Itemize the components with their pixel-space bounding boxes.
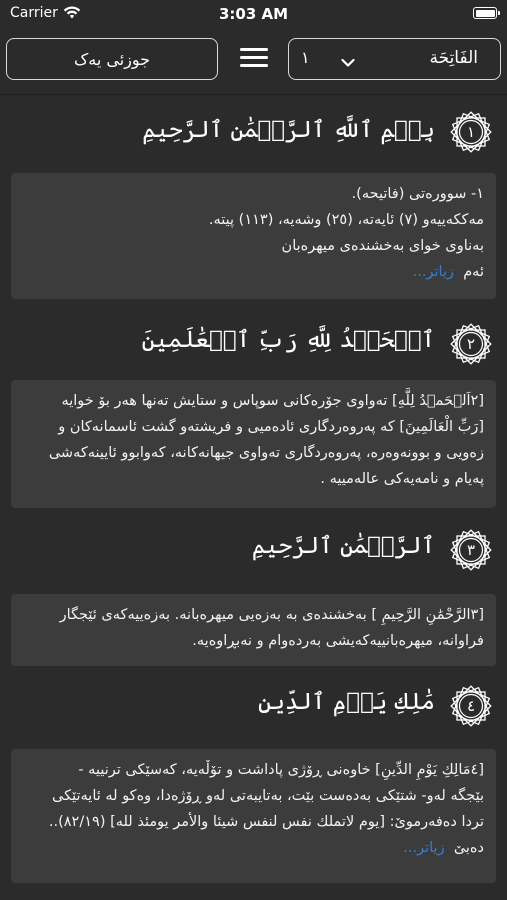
verse-number-badge [446, 319, 496, 369]
tafsir-line: [٤مَالِكِ يَوْمِ الدِّينِ] خاوەنی ڕۆژی پاداشت و تۆڵەیە، کەسێکی ترنییە - [78, 762, 484, 778]
status-bar [0, 0, 507, 28]
read-more-link[interactable]: زیاتر... [412, 264, 454, 280]
tafsir-line: تردا دەفەرموێ: [يوم لاتملك نفس لنفس شيئا والأمر يومئذ لله] (٨٢/١٩).. [48, 814, 484, 830]
read-more-link[interactable]: زیاتر... [403, 840, 445, 856]
verse-header [0, 525, 507, 581]
battery-icon [473, 7, 497, 19]
surah-name: الفَاتِحَة [429, 48, 478, 68]
tafsir-line: [٢اَلۡحَمۡدُ لِلَّهِ] تەواوی جۆرەکانی سوپاس و ستایش تەنها هەر بۆ خوایە [61, 393, 484, 409]
verse-arabic-text: ٱلرَّحۡمَٰنِ ٱلرَّحِيمِ [251, 533, 435, 559]
juz-label: جوزئی یەک [73, 49, 151, 69]
tafsir-line: دەبێ [453, 840, 484, 856]
tafsir-card[interactable] [11, 380, 496, 508]
chevron-down-icon [341, 53, 355, 72]
tafsir-line: بەناوی خوای بەخشندەی میهرەبان [281, 238, 484, 254]
verse-number-badge [446, 681, 496, 731]
verse-header [0, 681, 507, 737]
verse-number-badge [446, 107, 496, 157]
tafsir-line: [رَبِّ الْعَالَمِينَ] کە پەروەردگاری ئادەمیی و فریشتەو گشت ئاسمانەکان و [58, 419, 484, 435]
verse-number: ٣ [466, 541, 476, 559]
tafsir-line: بێجگە لەو- شتێکی بەدەست بێت، بەتایبەتی لەو ڕۆژەدا، وەکو لە ئایەتێکی [52, 788, 484, 804]
verse-arabic-text: ٱلۡحَمۡدُ لِلَّهِ رَبِّ ٱلۡعَٰلَمِينَ [141, 327, 435, 353]
verse-header [0, 107, 507, 163]
tafsir-card[interactable] [11, 594, 496, 666]
verse-number-badge [446, 525, 496, 575]
verse-number: ٤ [466, 697, 476, 715]
verse-arabic-text: بِسۡمِ ٱللَّهِ ٱلرَّحۡمَٰنِ ٱلرَّحِيمِ [142, 117, 435, 143]
tafsir-line: مەککەییەو (٧) ئایەتە، (٢٥) وشەیە، (١١٣) پیتە. [208, 212, 484, 228]
top-toolbar [0, 28, 507, 95]
tafsir-card[interactable] [11, 173, 496, 299]
tafsir-line: ١- سوورەتی (فاتیحە). [351, 186, 484, 202]
tafsir-line: ئەم [463, 264, 484, 280]
tafsir-line: فراوانە، میهرەبانییەکەیشی بەردەوام و نەبڕاوەیە. [192, 633, 484, 649]
tafsir-line: پەیام و نامەیەکی عالەمییە . [320, 471, 484, 487]
menu-icon[interactable] [240, 48, 268, 70]
verse-number: ١ [466, 123, 476, 141]
tafsir-card[interactable] [11, 749, 496, 883]
verse-number: ٢ [466, 335, 476, 353]
surah-number: ١ [301, 48, 310, 67]
juz-selector-button[interactable] [6, 38, 218, 80]
tafsir-line: زەویی و بوونەوەرە، پەروەردگاری تەواوی جیهانەکانە، کەوابوو ئایینەکەشی [48, 445, 484, 461]
clock: 3:03 AM [218, 5, 289, 23]
surah-selector[interactable] [288, 38, 501, 80]
verse-arabic-text: مَٰلِكِ يَوۡمِ ٱلدِّينِ [258, 689, 435, 715]
tafsir-line: [٣الرَّحْمَٰنِ الرَّحِيمِ ] بەخشندەی بە بەزەیی میهرەبانە. بەزەییەکەی ئێجگار [59, 607, 484, 623]
carrier-label: Carrier [10, 5, 58, 21]
verse-list[interactable] [0, 95, 507, 900]
verse-header [0, 319, 507, 375]
